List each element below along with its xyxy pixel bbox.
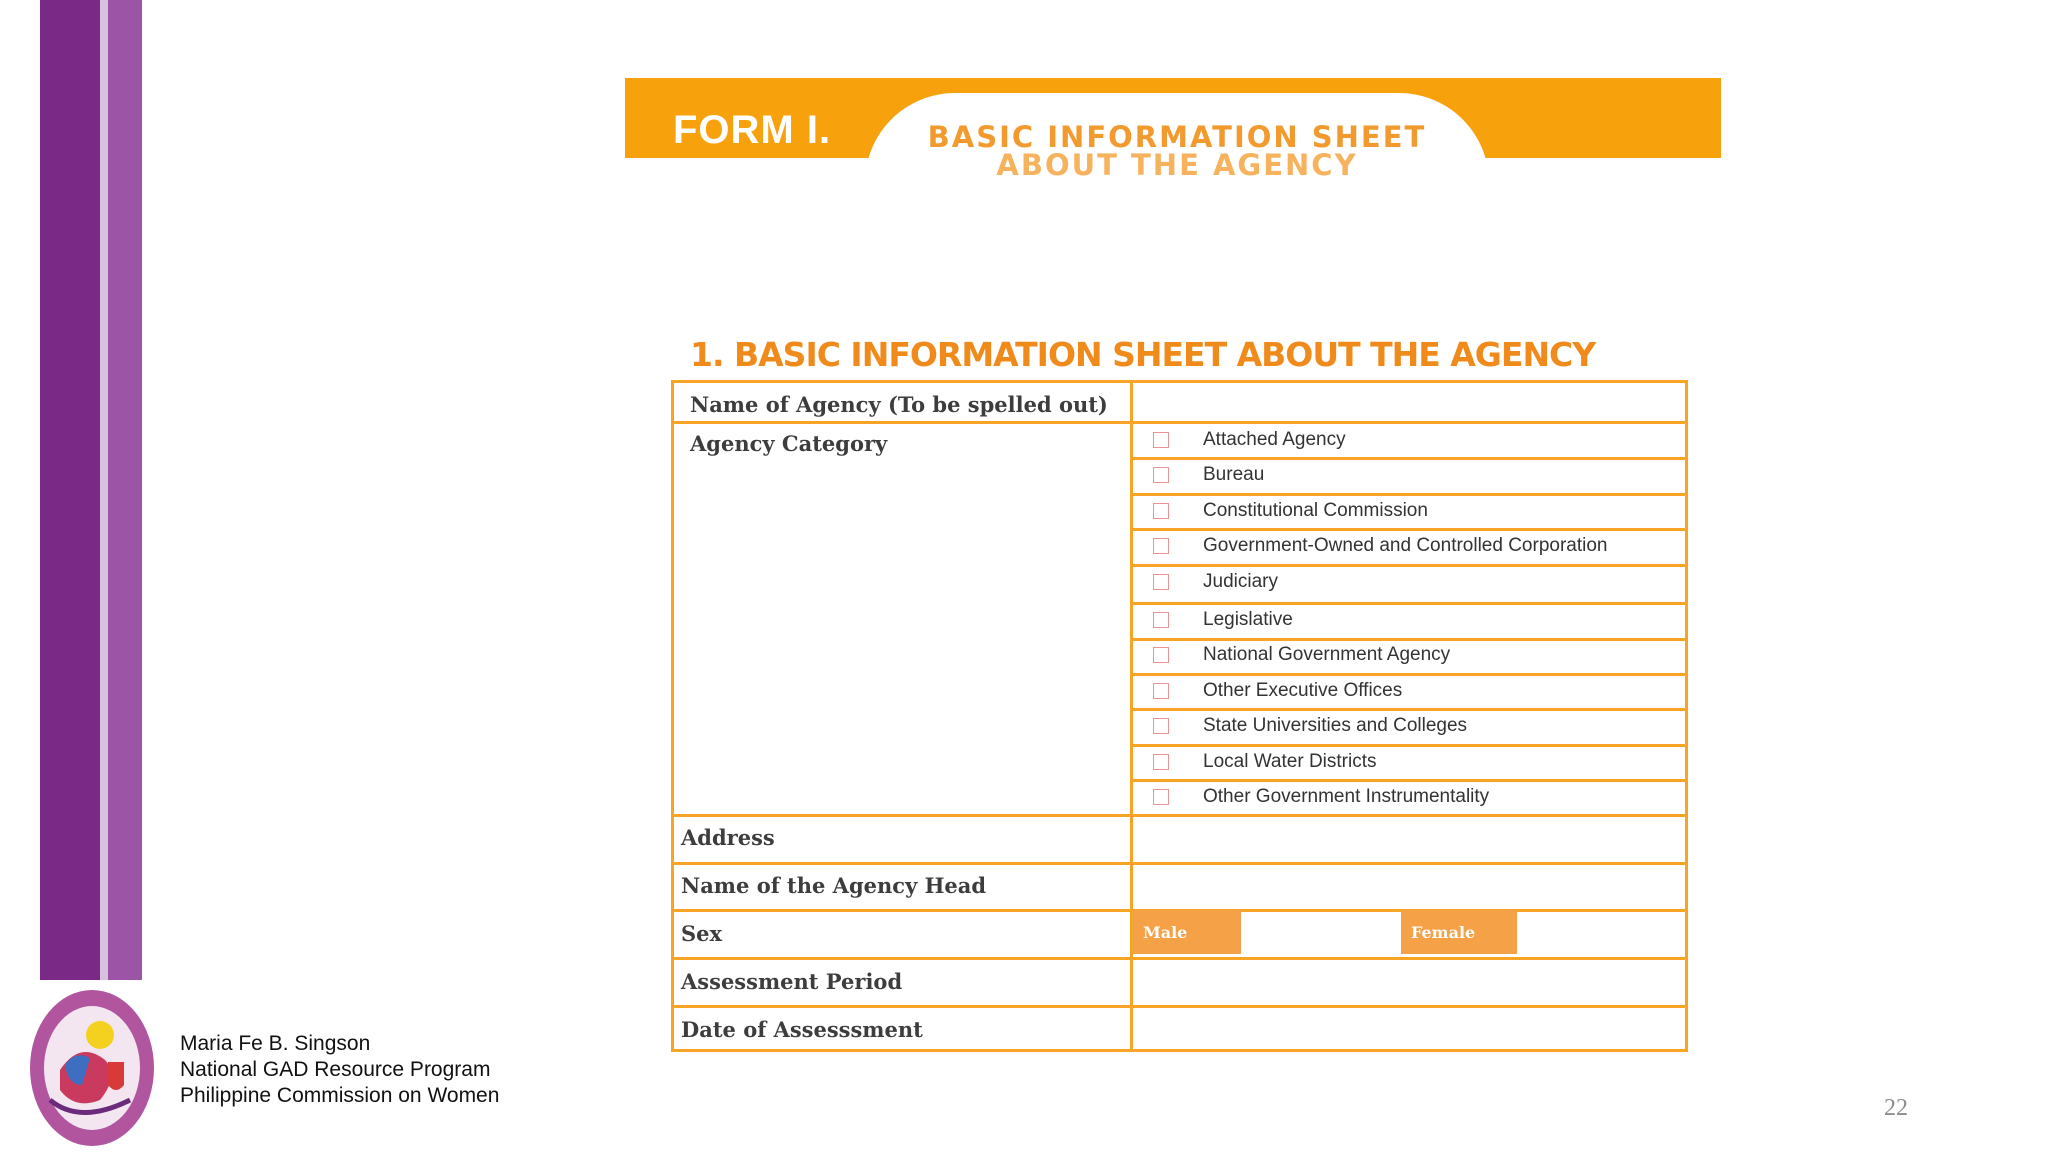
name-of-agency-label: Name of Agency (To be spelled out): [690, 392, 1108, 417]
category-option-legislative[interactable]: [1153, 609, 1293, 631]
table-row-divider: [671, 421, 1688, 424]
table-row-divider: [671, 1005, 1688, 1008]
category-option-national-government-agency[interactable]: [1153, 644, 1451, 666]
category-option-label: Other Executive Offices: [1203, 680, 1403, 701]
category-option-other-government-instrumentality[interactable]: [1153, 786, 1490, 808]
sex-label: Sex: [681, 921, 723, 946]
pcw-seal-logo: [20, 950, 170, 1150]
sex-female-cell[interactable]: Female: [1401, 910, 1517, 954]
category-row-divider: [1130, 602, 1688, 605]
category-row-divider: [1130, 673, 1688, 676]
left-stripe-light: [108, 0, 142, 980]
presenter-name: Maria Fe B. Singson: [180, 1032, 371, 1055]
table-row-divider: [671, 862, 1688, 865]
checkbox[interactable]: [1153, 789, 1169, 805]
checkbox[interactable]: [1153, 538, 1169, 554]
category-row-divider: [1130, 744, 1688, 747]
form-label: FORM I.: [673, 108, 832, 152]
category-option-label: Other Government Instrumentality: [1203, 786, 1490, 807]
checkbox[interactable]: [1153, 467, 1169, 483]
category-option-label: Bureau: [1203, 464, 1265, 485]
category-row-divider: [1130, 638, 1688, 641]
category-row-divider: [1130, 493, 1688, 496]
checkbox[interactable]: [1153, 754, 1169, 770]
section-title: 1. BASIC INFORMATION SHEET ABOUT THE AGENCY: [690, 335, 1596, 374]
assessment-period-label: Assessment Period: [681, 969, 903, 994]
left-stripe-dark: [40, 0, 100, 980]
checkbox[interactable]: [1153, 432, 1169, 448]
date-of-assessment-label: Date of Assesssment: [681, 1017, 923, 1042]
category-option-judiciary[interactable]: [1153, 571, 1278, 593]
category-row-divider: [1130, 779, 1688, 782]
checkbox[interactable]: [1153, 647, 1169, 663]
category-option-label: Judiciary: [1203, 571, 1278, 592]
category-row-divider: [1130, 528, 1688, 531]
left-stripe-gap: [100, 0, 108, 980]
checkbox[interactable]: [1153, 503, 1169, 519]
category-option-label: Government-Owned and Controlled Corporation: [1203, 535, 1608, 556]
category-option-label: State Universities and Colleges: [1203, 715, 1468, 736]
sex-male-cell[interactable]: Male: [1133, 910, 1241, 954]
form-title-line1: BASIC INFORMATION SHEET: [927, 120, 1427, 154]
checkbox[interactable]: [1153, 612, 1169, 628]
category-row-divider: [1130, 564, 1688, 567]
category-option-constitutional-commission[interactable]: [1153, 500, 1428, 522]
page-number: 22: [1884, 1095, 1908, 1121]
category-option-state-universities[interactable]: [1153, 715, 1468, 737]
category-option-other-executive-offices[interactable]: [1153, 680, 1403, 702]
presenter-program: National GAD Resource Program: [180, 1058, 491, 1081]
category-option-attached-agency[interactable]: [1153, 429, 1346, 451]
table-row-divider: [671, 957, 1688, 960]
agency-category-label: Agency Category: [690, 431, 888, 456]
table-row-divider: [671, 814, 1688, 817]
form-title-line2: ABOUT THE AGENCY: [996, 148, 1358, 182]
category-option-label: Attached Agency: [1203, 429, 1346, 450]
agency-head-label: Name of the Agency Head: [681, 873, 987, 898]
checkbox[interactable]: [1153, 683, 1169, 699]
category-option-bureau[interactable]: [1153, 464, 1265, 486]
category-row-divider: [1130, 457, 1688, 460]
category-row-divider: [1130, 708, 1688, 711]
category-option-local-water-districts[interactable]: [1153, 751, 1377, 773]
address-label: Address: [681, 825, 775, 850]
presenter-credits: [180, 1031, 499, 1109]
category-option-gocc[interactable]: [1153, 535, 1608, 557]
category-option-label: Legislative: [1203, 609, 1293, 630]
category-option-label: Constitutional Commission: [1203, 500, 1428, 521]
checkbox[interactable]: [1153, 574, 1169, 590]
category-option-label: Local Water Districts: [1203, 751, 1377, 772]
category-option-label: National Government Agency: [1203, 644, 1451, 665]
presenter-organization: Philippine Commission on Women: [180, 1084, 500, 1107]
checkbox[interactable]: [1153, 718, 1169, 734]
